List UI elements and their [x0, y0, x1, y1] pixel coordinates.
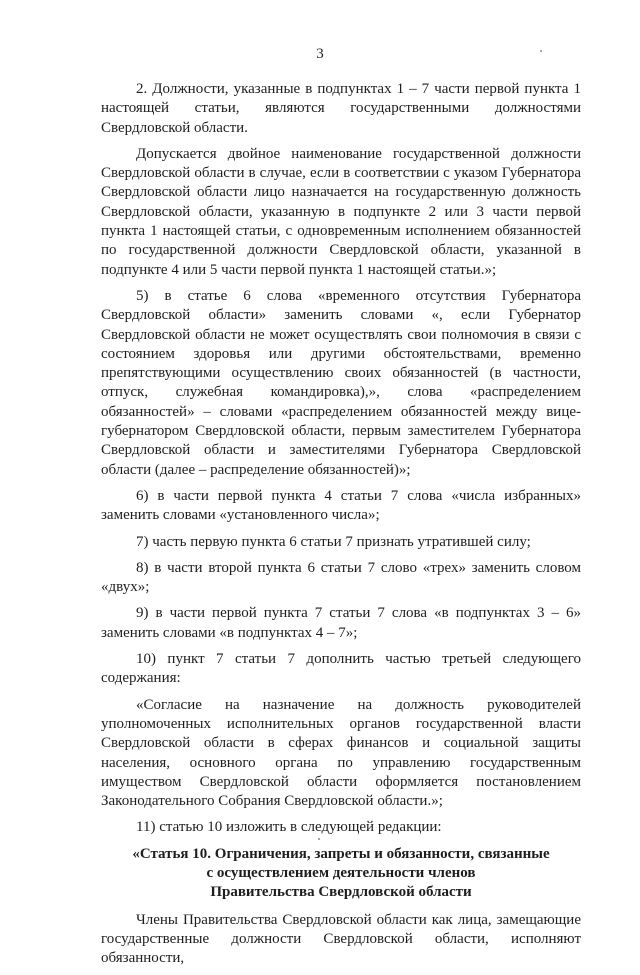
page-number: 3: [316, 46, 324, 62]
article-heading-line: «Статья 10. Ограничения, запреты и обязанности, связанные: [132, 845, 550, 862]
scan-speck: [540, 50, 542, 52]
paragraph: Допускается двойное наименование государственной должности Свердловской области в случае, если в соответствии с указом Губернатора Свердловской области лицо назначается на государственную должность Свердловской области, указанную в подпункте 2 или 3 части первой пункта 1 настоящей статьи, с одновременным исполнением обязанностей по государственной должности Свердловской области, указанной в подпункте 4 или 5 части первой пункта 1 настоящей статьи.»;: [101, 145, 581, 278]
paragraph: 8) в части второй пункта 6 статьи 7 слово «трех» заменить словом «двух»;: [101, 559, 581, 596]
document-body: [101, 80, 581, 975]
paragraph: 6) в части первой пункта 4 статьи 7 слова «числа избранных» заменить словами «установленного числа»;: [101, 487, 581, 524]
paragraph: 11) статью 10 изложить в следующей редакции:: [136, 819, 442, 836]
paragraph: 7) часть первую пункта 6 статьи 7 признать утратившей силу;: [136, 533, 531, 550]
article-heading: [101, 845, 581, 903]
paragraph: 9) в части первой пункта 7 статьи 7 слова «в подпунктах 3 – 6» заменить словами «в подпунктах 4 – 7»;: [101, 605, 581, 641]
paragraph: 2. Должности, указанные в подпунктах 1 – 7 части первой пункта 1 настоящей статьи, являются государственными должностями Свердловской области.: [101, 81, 581, 136]
paragraph: 5) в статье 6 слова «временного отсутствия Губернатора Свердловской области» заменить словами «, если Губернатор Свердловской области не может осуществлять свои полномочия в связи с состоянием здоровья или другими обстоятельствами, временно препятствующими осуществлению своих обязанностей (в частности, отпуск, служебная командировка),», слова «распределением обязанностей» – словами «распределением обязанностей между вице-губернатором Свердловской области, первым заместителем Губернатора Свердловской области и заместителями Губернатора Свердловской области (далее – распределение обязанностей)»;: [101, 287, 581, 478]
paragraph: 10) пункт 7 статьи 7 дополнить частью третьей следующего содержания:: [101, 651, 581, 687]
article-heading-line: с осуществлением деятельности членов: [206, 864, 476, 881]
article-heading-line: Правительства Свердловской области: [210, 884, 472, 901]
paragraph: Члены Правительства Свердловской области как лица, замещающие государственные должности Свердловской области, исполняют обязанности,: [101, 911, 581, 967]
quoted-paragraph: «Согласие на назначение на должность руководителей уполномоченных исполнительных органов государственной власти Свердловской области в сферах финансов и социальной защиты населения, основного органа по управлению государственным имуществом Свердловской области оформляется постановлением Законодательного Собрания Свердловской области.»;: [101, 696, 581, 810]
